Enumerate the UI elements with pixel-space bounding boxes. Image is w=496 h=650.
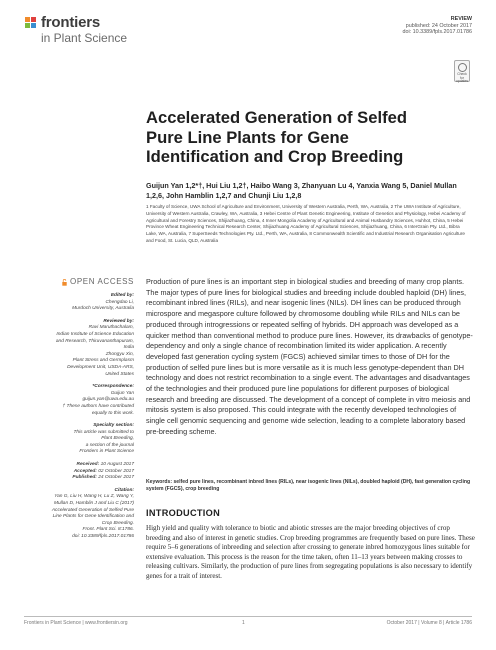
abstract-text: Production of pure lines is an important step in biological studies and breeding of many crop plants. The major types of pure lines for biological studies and breeding include doubled haploid (DH) lines, recombinant inbred lines (RILs), and near isogenic lines (NILs). DH lines can be produced through microspore and megaspore culture followed by chromosome doubling while RILs and NILs can be produced through introgressions or repeated selfing of hybrids. DH approach was developed as a quicker method than conventional method to produce pure lines. However, its drawbacks of genotype-dependency and only a single chance of recombination limited its wider application. A recently developed fast generation cycling system (FGCS) achieved similar times to those of DH for the production of selfed pure lines but is more versatile as it is much less genotype-dependent than DH technology and does not restrict recombination to a single event. The advantages and disadvantages of the technologies and their produced pure line populations for different purposes of biological research and breeding are discussed. The development of a concept of complete in vitro meiosis and mitosis system is also proposed. This could integrate with the recently developed technologies of single cell genomic sequencing and genome wide selection, leading to a complete laboratory based pre-breeding scheme.: [146, 277, 473, 436]
editor-line: Murdoch University, Australia: [72, 306, 134, 312]
footer-issue-info: October 2017 | Volume 8 | Article 1786: [386, 620, 472, 626]
specialty-section: [24, 423, 134, 456]
citation-line: Crop Breeding.: [101, 520, 134, 526]
received-date: 10 August 2017: [100, 462, 134, 468]
correspondence-section: [24, 384, 134, 417]
reviewer-line: United States: [105, 371, 134, 377]
published-row: [24, 475, 134, 482]
specialty-line: Plant Breeding,: [101, 436, 134, 442]
received-row: [24, 462, 134, 469]
citation-line: Line Plants for Gene Identification and: [52, 514, 134, 520]
published-date-sidebar: 24 October 2017: [98, 475, 134, 481]
reviewer-line: and Research, Thiruvananthapuram,: [55, 338, 134, 344]
footer-journal-link[interactable]: Frontiers in Plant Science | www.frontiersin.org: [24, 620, 128, 626]
article-type: REVIEW: [450, 16, 472, 22]
correspondence-label: *Correspondence:: [92, 384, 134, 390]
correspondent-name: Guijun Yan: [110, 390, 134, 396]
reviewed-by-label: Reviewed by:: [103, 318, 134, 324]
citation-doi-link[interactable]: doi: 10.3389/fpls.2017.01786: [72, 534, 134, 539]
received-label: Received:: [76, 462, 100, 468]
article-title: Accelerated Generation of Selfed Pure Line Plants for Gene Identification and Crop Breeding: [146, 108, 407, 166]
frontiers-logo-icon: [24, 16, 38, 32]
reviewed-by-section: [24, 319, 134, 378]
reviewer-line: Plant Stress and Germplasm: [72, 358, 134, 364]
published-label: Published:: [72, 475, 97, 481]
reviewer-line: India: [123, 345, 134, 351]
specialty-line: This article was submitted to: [73, 429, 134, 435]
reviewer-line: Development Unit, USDA-ARS,: [67, 364, 134, 370]
specialty-line: Frontiers in Plant Science: [79, 449, 134, 455]
footer-page-number: 1: [242, 620, 245, 626]
reviewer-line: Indian Institute of Science Education: [56, 331, 134, 337]
citation-line: Mullan D, Hamblin J and Liu C (2017): [54, 501, 134, 507]
keywords: [146, 479, 473, 493]
affiliations: 1 Faculty of Science, UWA School of Agriculture and Environment, University of Western Australia, Perth, WA, Australia, 2 The UWA Institute of Agriculture, University of Western Australia, Crawley, WA, Australia, 3 Hebei Centre of Plant Genetic Engineering, Institute of Genetics and Physiology, Hebei Academy of Agricultural and Forestry Sciences, Shijiazhuang, China, 4 Inner Mongolia Academy of Agricultural and Animal Husbandry Sciences, Huhhot, China, 5 Hebei Province Wheat Engineering Technical Research Center, Shijiazhuang Academy of Agricultural Sciences, Shijiazhuang, China, 6 InterGrain Pty. Ltd., Bibra Lake, WA, Australia, 7 SuperSeeds Technologies Pty. Ltd., Perth, WA, Australia, 8 Commonwealth Scientific and Industrial Research Organisation Agriculture and Food, St. Lucia, QLD, Australia: [146, 204, 466, 243]
citation-label: Citation:: [114, 487, 134, 493]
logo-journal-name: in Plant Science: [41, 31, 128, 45]
dates-section: [24, 462, 134, 482]
edited-by-section: [24, 293, 134, 313]
accepted-label: Accepted:: [73, 468, 97, 474]
accepted-date: 02 October 2017: [98, 468, 134, 474]
author-list[interactable]: Guijun Yan 1,2*†, Hui Liu 1,2†, Haibo Wang 3, Zhanyuan Lu 4, Yanxia Wang 5, Daniel Mullan 1,2,6, John Hamblin 1,2,7 and Chunji Liu 1,2,8: [146, 181, 457, 200]
correspondent-email-link[interactable]: guijun.yan@uwa.edu.au: [82, 397, 134, 403]
update-check-icon: [458, 63, 467, 72]
reviewer-line[interactable]: Zhongyu Xin,: [105, 351, 134, 357]
section-heading-introduction: INTRODUCTION: [146, 508, 221, 518]
reviewer-line[interactable]: Ravi Maruthachalam,: [88, 325, 134, 331]
journal-logo[interactable]: [24, 14, 144, 54]
article-sidebar: [24, 279, 134, 547]
check-for-updates-label: Check for updates: [455, 72, 469, 84]
specialty-label: Specialty section:: [93, 423, 134, 429]
introduction-text: High yield and quality with tolerance to biotic and abiotic stresses are the major breeding objectives of crop breeding and also of interest in genetic studies. Crop breeding programmes are frequently based on pure lines. These require 5–6 generations of inbreeding and selection after crossing to generate inbred homozygous lines suitable for extensive evaluation. This process is the reason for the time taken, often 11–13 years between making crosses to releasing cultivars. Similarly, the production of pure lines from segregating populations is also necessary to identify genes for a trait of interest.: [146, 524, 475, 580]
keywords-label: Keywords:: [146, 479, 173, 485]
citation-line: Yan G, Liu H, Wang H, Lu Z, Wang Y,: [54, 494, 134, 500]
editor-line[interactable]: Chengdao Li,: [105, 299, 134, 305]
citation-line: Accelerated Generation of Selfed Pure: [51, 507, 134, 513]
keywords-list: selfed pure lines, recombinant inbred lines (RILs), near isogenic lines (NILs), doubled haploid (DH), fast generation cycling system (FGCS), crop breeding: [146, 479, 471, 492]
doi[interactable]: doi: 10.3389/fpls.2017.01786: [402, 29, 472, 36]
specialty-line: a section of the journal: [85, 442, 134, 448]
open-access-label: OPEN ACCESS: [70, 277, 134, 287]
open-lock-icon: [62, 279, 67, 286]
edited-by-label: Edited by:: [110, 293, 134, 298]
check-for-updates-button[interactable]: [454, 60, 470, 82]
citation-section: [24, 488, 134, 541]
citation-line: Front. Plant Sci. 8:1786.: [82, 527, 134, 533]
footer-divider: [24, 616, 472, 617]
article-meta: [402, 16, 472, 36]
published-date: published: 24 October 2017: [405, 22, 472, 29]
open-access-badge: [24, 279, 134, 286]
equal-contribution-note: † These authors have contributed: [62, 403, 134, 409]
equal-contribution-note: equally to this work.: [91, 410, 134, 416]
logo-wordmark: frontiers: [41, 14, 101, 31]
